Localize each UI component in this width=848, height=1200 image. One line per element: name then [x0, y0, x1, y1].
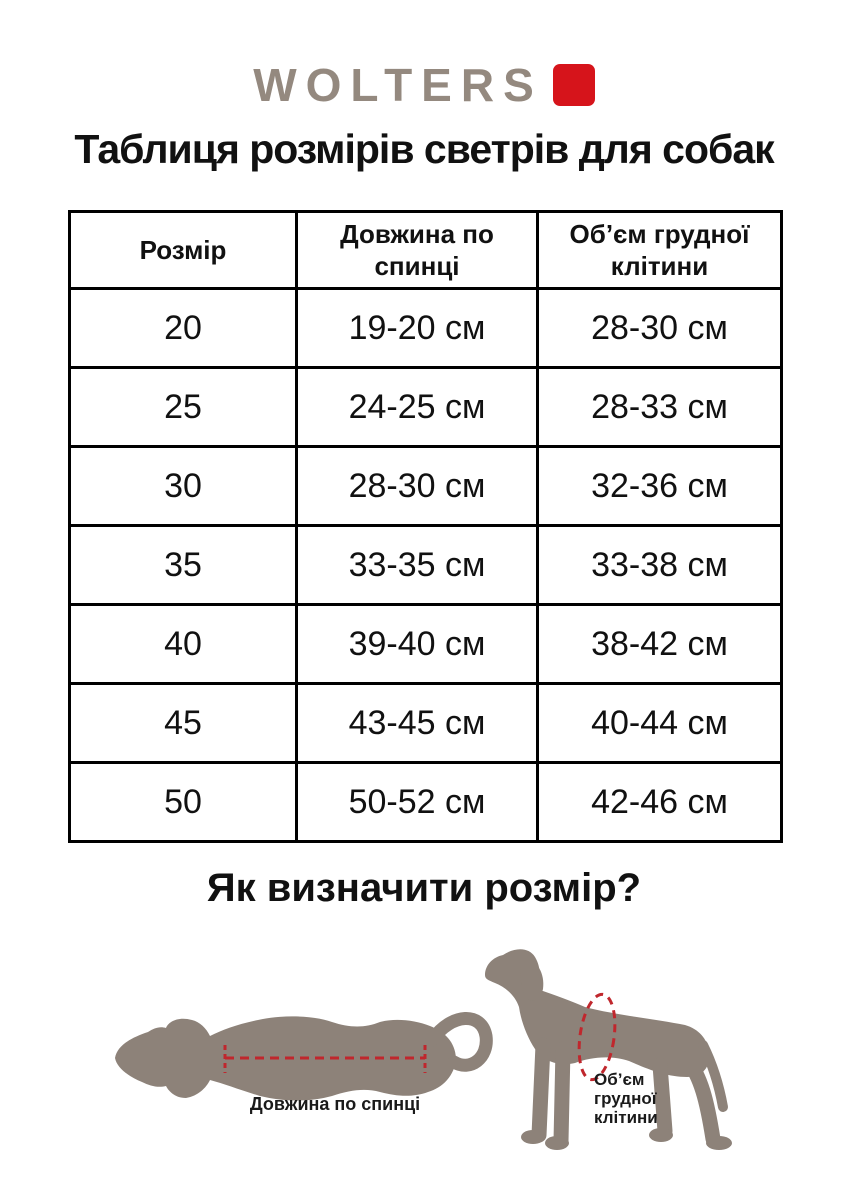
dog-front-foot-far — [521, 1130, 545, 1144]
chest-girth-label-line2: грудної — [594, 1089, 657, 1108]
table-cell: 40-44 см — [538, 684, 782, 763]
header-chest: Об’єм грудної клітини — [538, 212, 782, 289]
size-table-body — [70, 289, 782, 842]
brand-logo-square-icon — [553, 64, 595, 106]
table-header-row — [70, 212, 782, 289]
dog-front-leg-far — [539, 1045, 543, 1135]
table-cell: 40 — [70, 605, 297, 684]
dog-side-body — [485, 949, 709, 1077]
table-cell: 50-52 см — [297, 763, 538, 842]
dog-rear-foot-far — [706, 1136, 732, 1150]
table-cell: 30 — [70, 447, 297, 526]
table-row — [70, 684, 782, 763]
header-size: Розмір — [70, 212, 297, 289]
table-cell: 35 — [70, 526, 297, 605]
table-cell: 39-40 см — [297, 605, 538, 684]
table-cell: 33-35 см — [297, 526, 538, 605]
table-cell: 28-33 см — [538, 368, 782, 447]
table-cell: 33-38 см — [538, 526, 782, 605]
table-cell: 25 — [70, 368, 297, 447]
brand-logo — [0, 59, 848, 111]
size-table — [68, 210, 783, 843]
dog-side-view-illustration — [475, 945, 755, 1170]
chest-girth-label-line3: клітини — [594, 1108, 658, 1127]
table-row — [70, 526, 782, 605]
table-cell: 32-36 см — [538, 447, 782, 526]
table-cell: 28-30 см — [297, 447, 538, 526]
table-cell: 43-45 см — [297, 684, 538, 763]
table-cell: 45 — [70, 684, 297, 763]
page-title: Таблиця розмірів светрів для собак — [74, 126, 774, 172]
table-cell: 38-42 см — [538, 605, 782, 684]
table-cell: 42-46 см — [538, 763, 782, 842]
table-row — [70, 368, 782, 447]
dog-front-foot-near — [545, 1136, 569, 1150]
table-row — [70, 447, 782, 526]
dog-rear-foot-near — [649, 1128, 673, 1142]
table-cell: 19-20 см — [297, 289, 538, 368]
back-length-label: Довжина по спинці — [249, 1094, 421, 1114]
chest-girth-label-line1: Об’єм — [594, 1070, 645, 1089]
brand-logo-text: WOLTERS — [253, 59, 543, 111]
measurement-diagram — [0, 930, 848, 1190]
table-row — [70, 763, 782, 842]
table-cell: 50 — [70, 763, 297, 842]
chest-girth-label — [594, 1070, 658, 1127]
table-row — [70, 605, 782, 684]
table-cell: 28-30 см — [538, 289, 782, 368]
section-heading: Як визначити розмір? — [206, 866, 642, 910]
size-table-container — [68, 210, 783, 843]
header-back-length: Довжина по спинці — [297, 212, 538, 289]
dog-front-leg-near — [561, 1049, 563, 1141]
table-row — [70, 289, 782, 368]
table-cell: 20 — [70, 289, 297, 368]
table-cell: 24-25 см — [297, 368, 538, 447]
dog-rear-leg-near — [660, 1065, 665, 1131]
